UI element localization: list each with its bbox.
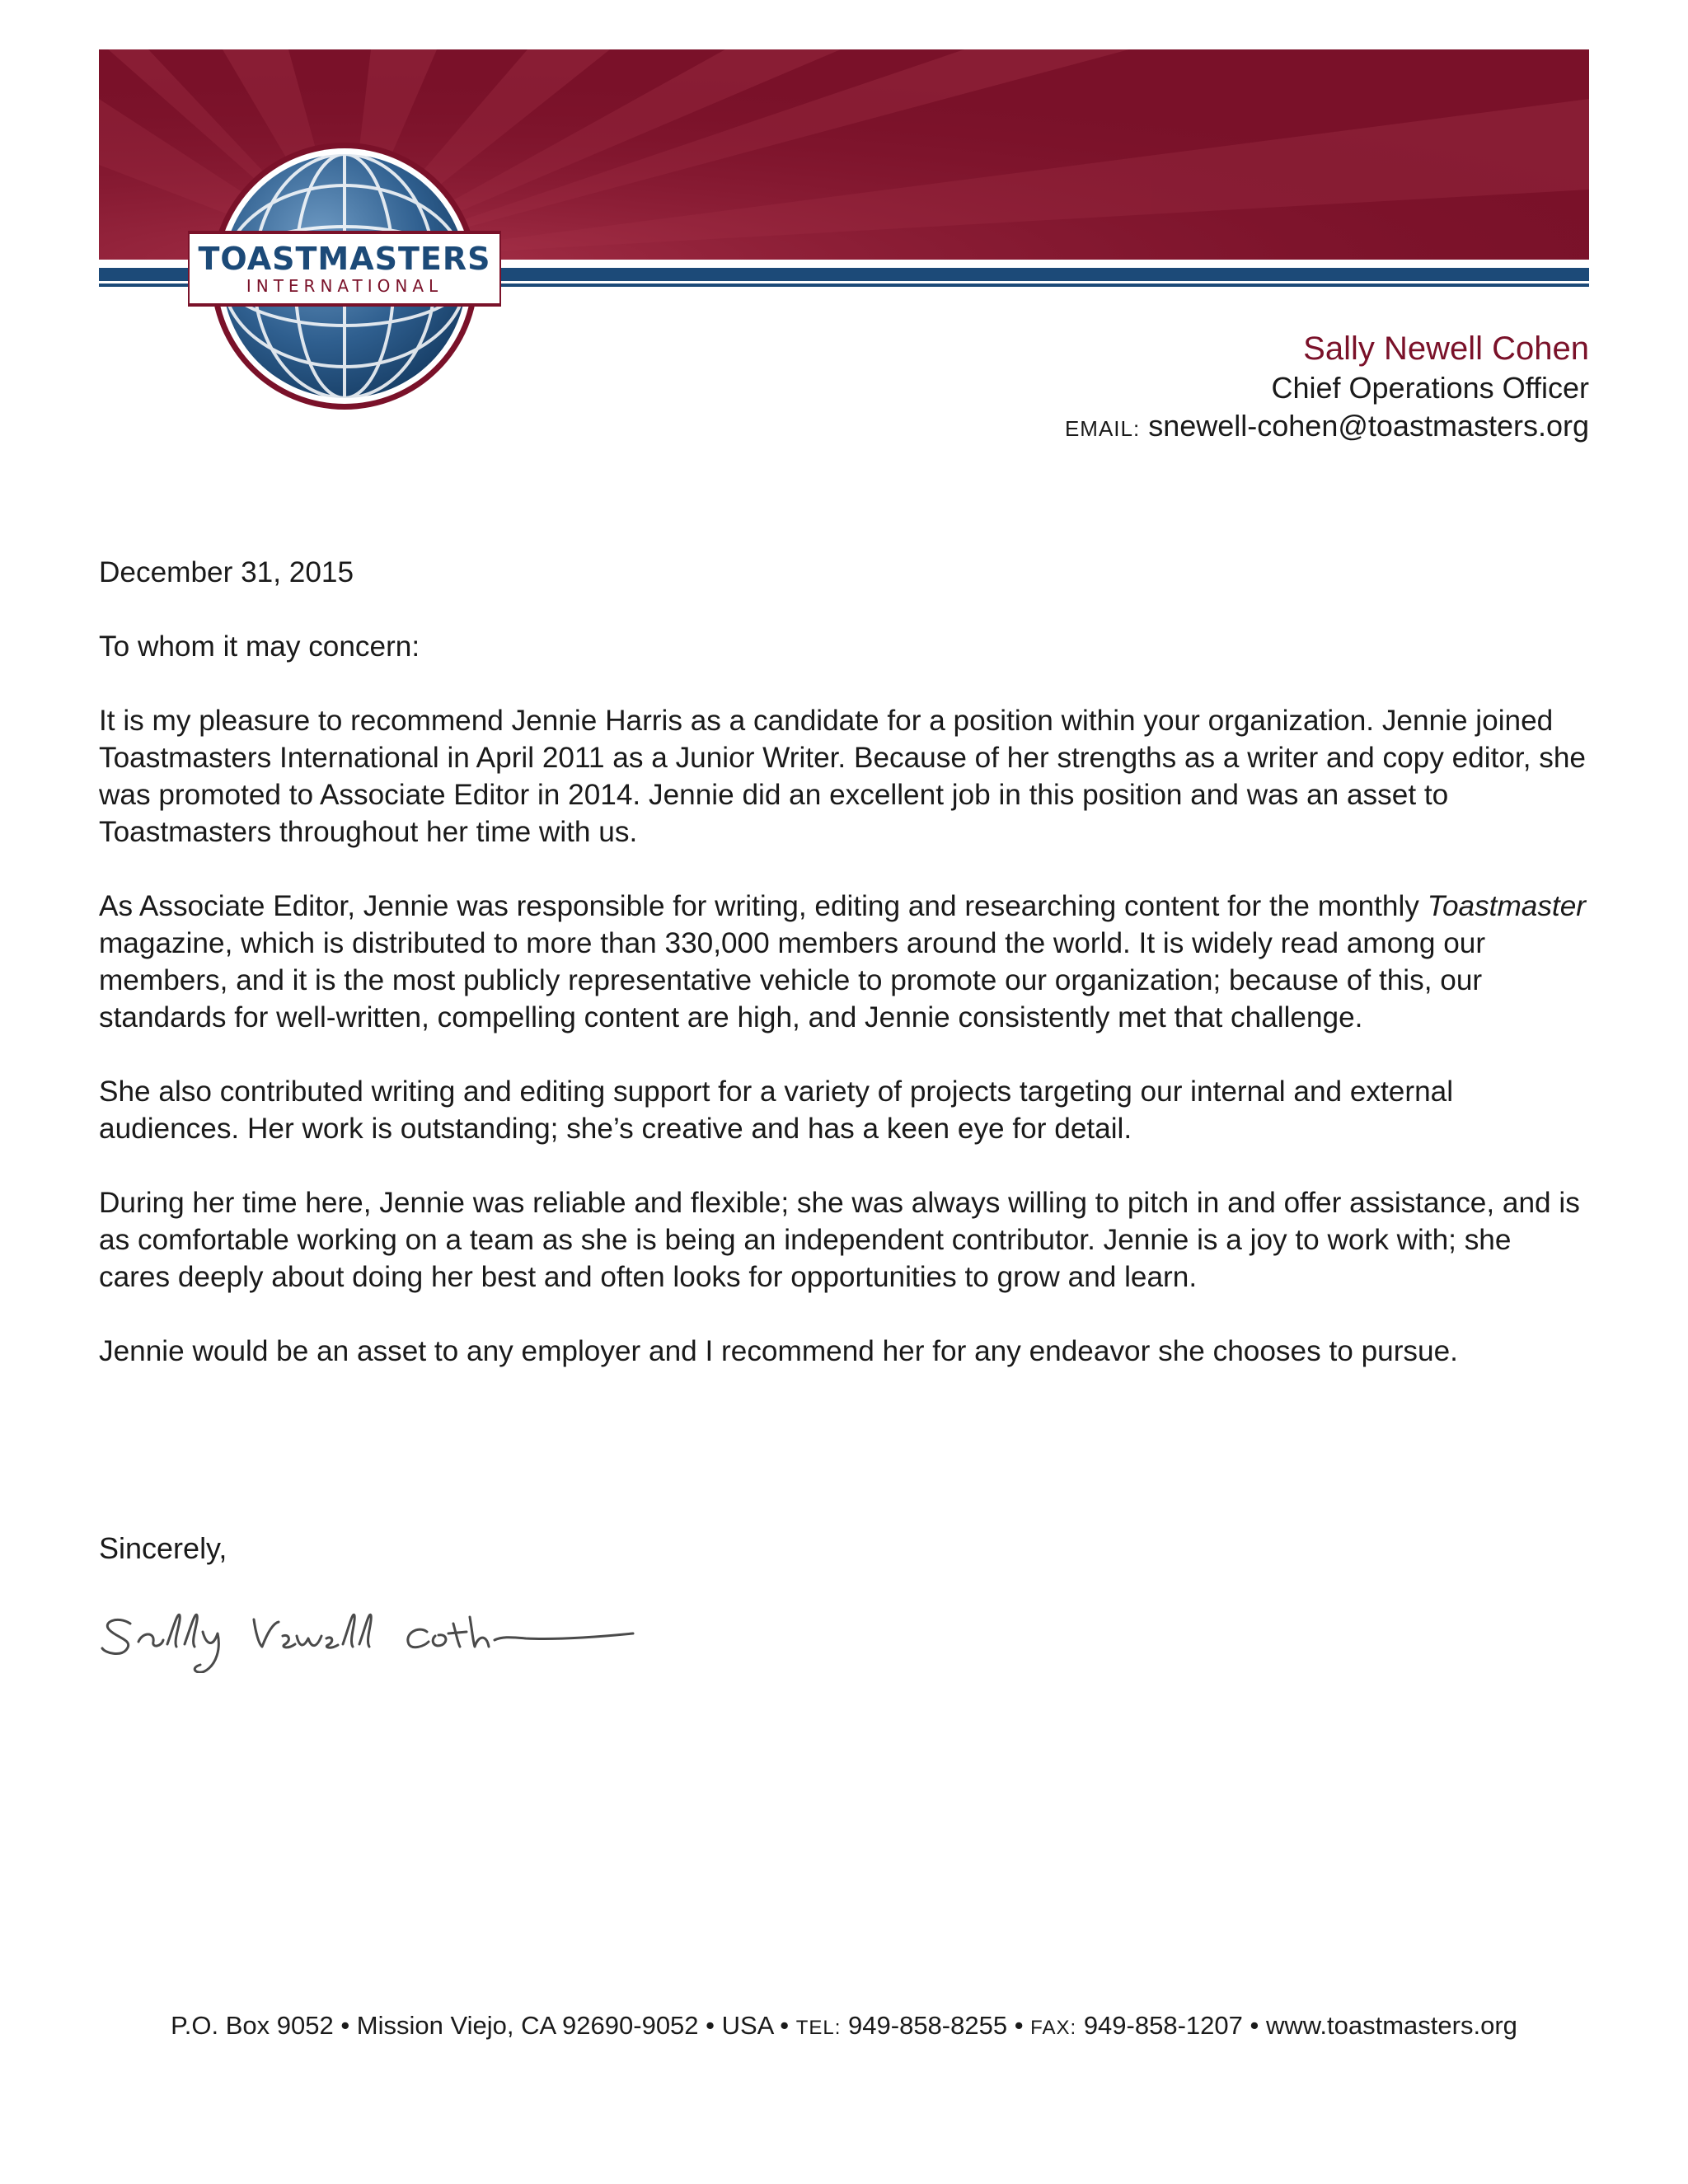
paragraph-2 [99,888,1589,1036]
sender-name: Sally Newell Cohen [1303,330,1589,367]
email-label: EMAIL: [1064,416,1141,441]
magazine-title: Toastmaster [1427,890,1586,922]
paragraph-4: During her time here, Jennie was reliable and flexible; she was always willing to pitch in and offer assistance, and is as comfortable working on a team as she is being an independent contributor. Jennie is a joy to work with; she cares deeply about doing her best and often looks for opportunities to grow and learn. [99,1187,1580,1293]
footer-phone: 949-858-8255 • [841,2011,1031,2040]
letter-body [99,554,1589,1407]
sender-email-line [1065,407,1589,448]
footer-fax-website: 949-858-1207 • www.toastmasters.org [1076,2011,1517,2040]
paragraph-5: Jennie would be an asset to any employer and I recommend her for any endeavor she chooses to pursue. [99,1335,1458,1367]
paragraph-2-end: magazine, which is distributed to more than 330,000 members around the world. It is widely read among our members, and it is the most publicly representative vehicle to promote our organization; because of this, our standards for well-written, compelling content are high, and Jennie consistently met that challenge. [99,927,1486,1033]
tel-label: TEL: [795,2017,842,2039]
signature-image [97,1599,641,1673]
toastmasters-logo [188,140,501,412]
letter-date: December 31, 2015 [99,556,354,588]
fax-label: FAX: [1030,2017,1077,2039]
logo-wordmark: TOASTMASTERS [198,241,491,277]
salutation: To whom it may concern: [99,630,420,663]
footer-contact [0,2011,1688,2041]
paragraph-1: It is my pleasure to recommend Jennie Harris as a candidate for a position within your organization. Jennie joined Toastmasters International in April 2011 as a Junior Writer. Because of her strengths as a writer and copy editor, she was promoted to Associate Editor in 2014. Jennie did an excellent job in this position and was an asset to Toastmasters throughout her time with us. [99,705,1586,848]
signature [97,1599,641,1673]
closing: Sincerely, [99,1531,227,1565]
paragraph-2-start: As Associate Editor, Jennie was responsible for writing, editing and researching content for the monthly [99,890,1419,922]
email-address[interactable]: snewell-cohen@toastmasters.org [1148,409,1589,443]
paragraph-3: She also contributed writing and editing support for a variety of projects targeting our internal and external audiences. Her work is outstanding; she’s creative and has a keen eye for detail. [99,1076,1454,1145]
logo-subtitle: INTERNATIONAL [246,276,443,296]
sender-block [1065,328,1589,448]
footer-address: P.O. Box 9052 • Mission Viejo, CA 92690-9052 • USA • [171,2011,796,2040]
sender-title: Chief Operations Officer [1271,371,1589,405]
